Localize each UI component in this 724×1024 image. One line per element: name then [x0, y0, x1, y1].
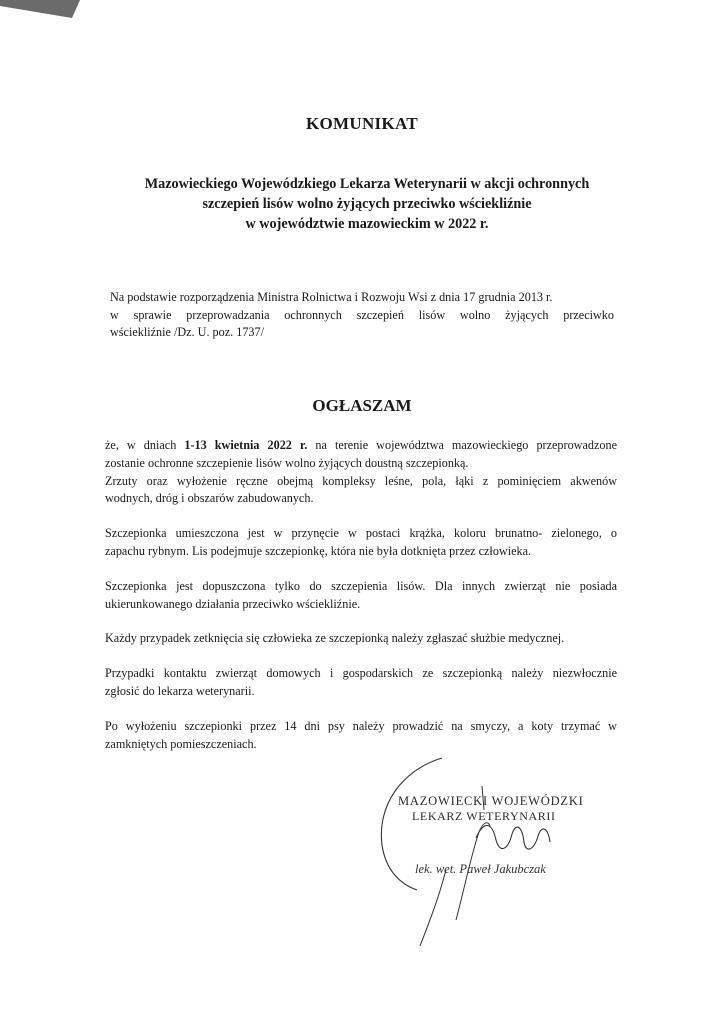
signature-scribble [372, 750, 622, 950]
document-subtitle [100, 174, 634, 234]
stamp-signatory-name: lek. wet. Paweł Jakubczak [415, 862, 546, 876]
paragraph-pets-instructions [105, 718, 617, 754]
paragraph-line: Szczepionka jest dopuszczona tylko do szczepienia lisów. Dla innych zwierząt nie posiada [105, 578, 617, 593]
paragraph-vaccine-scope [105, 578, 617, 614]
scan-corner-mark [0, 0, 80, 18]
basis-line: Na podstawie rozporządzenia Ministra Rolnictwa i Rozwoju Wsi z dnia 17 grudnia 2013 r. [110, 290, 553, 304]
paragraph-line: zamkniętych pomieszczeniach. [105, 736, 257, 751]
stamp-institution: MAZOWIECKI WOJEWÓDZKI [398, 794, 584, 808]
paragraph-line: Po wyłożeniu szczepionki przez 14 dni psy należy prowadzić na smyczy, a koty trzymać w [105, 718, 617, 733]
basis-line: wściekliźnie /Dz. U. poz. 1737/ [110, 325, 264, 339]
legal-basis [110, 289, 614, 342]
basis-line: w sprawie przeprowadzania ochronnych szczepień lisów wolno żyjących przeciwko [110, 307, 614, 322]
paragraph-line: Każdy przypadek zetknięcia się człowieka ze szczepionką należy zgłaszać służbie medycznej. [105, 631, 565, 646]
paragraph-line [105, 437, 617, 455]
subtitle-line: szczepień lisów wolno żyjących przeciwko wściekliźnie [202, 196, 532, 212]
paragraph-human-contact [105, 630, 617, 648]
dates-suffix: na terenie województwa mazowieckiego przeprowadzone [307, 438, 617, 452]
paragraph-animal-contact [105, 665, 617, 701]
subtitle-line: w województwie mazowieckim w 2022 r. [245, 216, 489, 232]
paragraph-vaccine-description [105, 525, 617, 561]
dates-highlight: 1-13 kwietnia 2022 r. [184, 438, 308, 452]
paragraph-dates [105, 437, 617, 508]
stamp-title: LEKARZ WETERYNARII [412, 809, 556, 823]
paragraph-line: ukierunkowanego działania przeciwko wściekliźnie. [105, 596, 361, 611]
subtitle-line: Mazowieckiego Wojewódzkiego Lekarza Weterynarii w akcji ochronnych [144, 176, 590, 192]
document-title: KOMUNIKAT [306, 114, 418, 133]
paragraph-line: zostanie ochronne szczepienie lisów wolno żyjących doustną szczepionką. [105, 455, 469, 470]
dates-prefix: że, w dniach [105, 438, 185, 452]
paragraph-line: zapachu rybnym. Lis podejmuje szczepionkę, która nie była dotknięta przez człowieka. [105, 543, 532, 558]
announce-heading: OGŁASZAM [312, 396, 412, 415]
announcement-body [105, 437, 617, 770]
paragraph-line: zgłosić do lekarza weterynarii. [105, 683, 255, 698]
paragraph-line: Szczepionka umieszczona jest w przynęcie w postaci krążka, koloru brunatno- zielonego, o [105, 526, 617, 541]
paragraph-line: wodnych, dróg i obszarów zabudowanych. [105, 491, 314, 506]
paragraph-line: Przypadki kontaktu zwierząt domowych i gospodarskich ze szczepionką należy niezwłocznie [105, 666, 617, 681]
paragraph-line: Zrzuty oraz wyłożenie ręczne obejmą kompleksy leśne, pola, łąki z pominięciem akwenów [105, 473, 617, 488]
